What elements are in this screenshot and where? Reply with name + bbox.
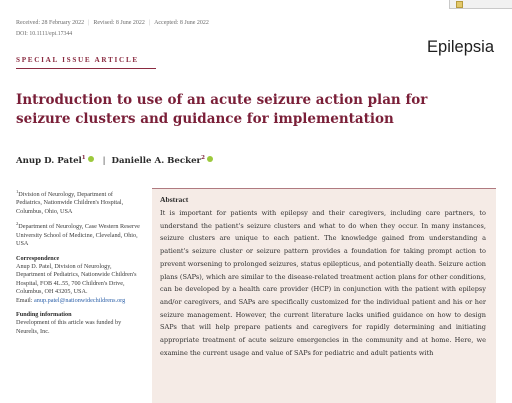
bookmark-flag-icon — [456, 1, 463, 8]
email-label: Email: — [16, 296, 33, 304]
author-name[interactable]: Danielle A. Becker — [111, 155, 202, 166]
affiliation-text: Department of Neurology, Case Western Reserve University School of Medicine, Cleveland, Ohio, USA — [16, 223, 140, 248]
affiliation-text: Division of Neurology, Department of Pediatrics, Nationwide Children's Hospital, Columbus, Ohio, USA — [16, 191, 124, 215]
article-sidebar — [16, 188, 140, 336]
received-date: Received: 28 February 2022 — [16, 20, 85, 26]
article-dates — [16, 19, 306, 28]
author-name[interactable]: Anup D. Patel — [16, 155, 82, 166]
email-link[interactable]: anup.patel@nationwidechildrens.org — [34, 296, 126, 304]
doi[interactable]: DOI: 10.1111/epi.17344 — [16, 31, 73, 37]
author-affiliation-mark: 2 — [201, 155, 205, 161]
section-label: SPECIAL ISSUE ARTICLE — [16, 56, 139, 64]
date-separator: | — [148, 20, 151, 26]
browser-corner-tab[interactable] — [449, 0, 512, 9]
affiliation-mark: 1 — [16, 189, 19, 194]
funding-text: Development of this article was funded by Neurelis, Inc. — [16, 319, 122, 335]
abstract-panel — [152, 188, 496, 403]
correspondence-email — [16, 297, 140, 305]
author-separator: | — [102, 155, 106, 166]
orcid-icon[interactable] — [88, 156, 94, 162]
funding-heading: Funding information — [16, 311, 72, 318]
orcid-icon[interactable] — [207, 156, 213, 162]
article-title: Introduction to use of an acute seizure action plan for seizure clusters and guidance for implementation — [16, 92, 428, 127]
accepted-date: Accepted: 8 June 2022 — [154, 20, 209, 26]
journal-logo: Epilepsia — [427, 38, 494, 56]
abstract-heading: Abstract — [160, 195, 189, 204]
affiliation — [16, 220, 140, 248]
correspondence-heading: Correspondence — [16, 254, 60, 262]
correspondence-text: Anup D. Patel, Division of Neurology, Department of Pediatrics, Nationwide Children's Hospital, FOB 4L.55, 700 Children's Drive, Columbus, OH 43205, USA. — [16, 262, 137, 296]
abstract-body: It is important for patients with epilepsy and their caregivers, including care partners, to understand the patient's seizure clusters and what to do when they occur. In many instances, seizure clusters are unique to each patient. The knowledge gained from understanding a patient's seizure cluster or seizure pattern provides a foundation for taking prompt action to prevent worsening to prolonged seizures, status epilepticus, and potentially death. Seizure action plans (SAPs), which are similar to the disease-related treatment action plans for other conditions, can be developed by a health care provider (HCP) in conjunction with the patient with epilepsy and/or caregivers, and SAPs are specifically customized for the individual patient and his or her seizure management. However, the current literature lacks unified guidance on how to design SAPs that will help prepare patients and caregivers for rapidly determining and initiating appropriate treatment of acute seizure emergencies in the community and at home. Here, we examine the current usage and value of SAPs for pediatric and adult patients with — [160, 209, 486, 357]
affiliation-mark: 2 — [16, 221, 19, 227]
author-list — [16, 152, 316, 167]
date-separator: | — [88, 20, 90, 26]
revised-date: Revised: 8 June 2022 — [93, 20, 145, 26]
section-divider — [16, 68, 156, 69]
affiliation — [16, 188, 140, 216]
author-affiliation-mark: 1 — [81, 155, 86, 161]
